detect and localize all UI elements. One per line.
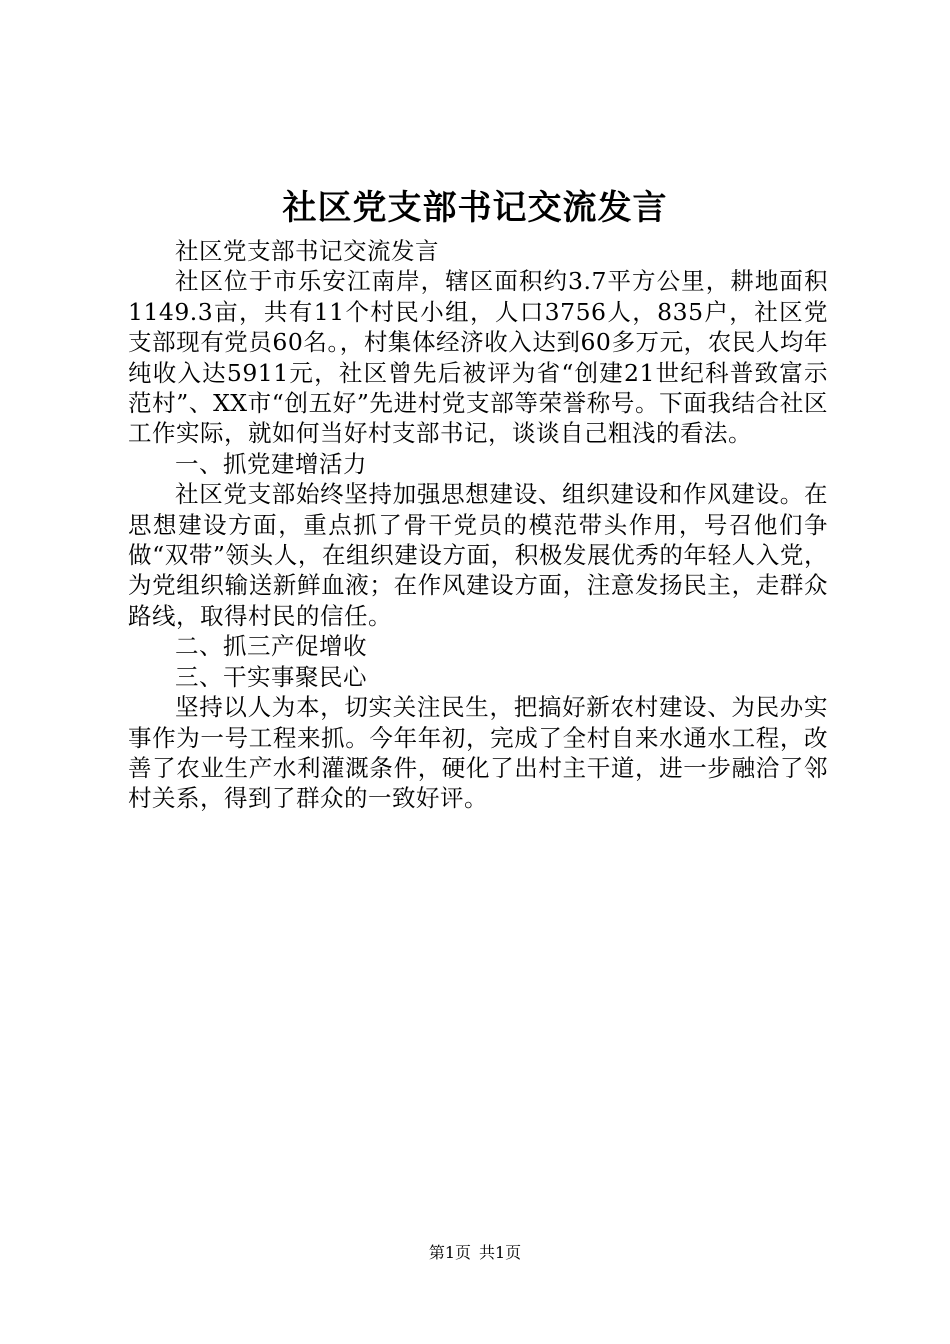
page-total: 共1页 <box>479 1243 522 1262</box>
document-title: 社区党支部书记交流发言 <box>282 188 668 228</box>
section-heading-2: 二、抓三产促增收 <box>175 632 367 661</box>
section-heading-3: 三、干实事聚民心 <box>175 662 367 691</box>
paragraph-intro: 社区位于市乐安江南岸，辖区面积约3.7平方公里，耕地面积1149.3亩，共有11个村民小组，人口3756人，835户，社区党支部现有党员60名。，村集体经济收入达到60多万元，农民人均年纯收入达5911元，社区曾先后被评为省“创建21世纪科普致富示范村”、XX市“创五好”先进村党支部等荣誉称号。下面我结合社区工作实际，就如何当好村支部书记，谈谈自己粗浅的看法。 <box>128 267 828 448</box>
section-heading-1: 一、抓党建增活力 <box>175 449 367 478</box>
page-number: 第1页 <box>428 1243 471 1262</box>
paragraph-practical-work: 坚持以人为本，切实关注民生，把搞好新农村建设、为民办实事作为一号工程来抓。今年年初，完成了全村自来水通水工程，改善了农业生产水利灌溉条件，硬化了出村主干道，进一步融洽了邻村关系，得到了群众的一致好评。 <box>128 693 828 813</box>
paragraph-subtitle: 社区党支部书记交流发言 <box>175 237 439 265</box>
paragraph-party-building: 社区党支部始终坚持加强思想建设、组织建设和作风建设。在思想建设方面，重点抓了骨干党员的模范带头作用，号召他们争做“双带”领头人，在组织建设方面，积极发展优秀的年轻人入党，为党组织输送新鲜血液；在作风建设方面，注意发扬民主，走群众路线，取得村民的信任。 <box>128 480 828 630</box>
page-footer <box>0 1242 950 1264</box>
document-body <box>128 236 828 814</box>
